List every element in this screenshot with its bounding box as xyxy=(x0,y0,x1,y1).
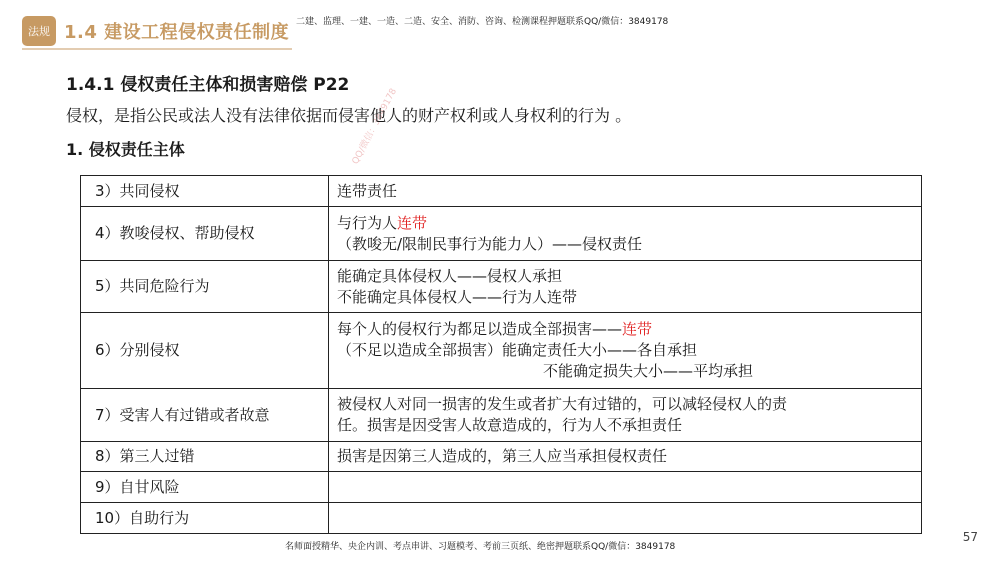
row-content xyxy=(329,389,922,442)
content-text: 不能确定损失大小——平均承担 xyxy=(543,362,754,380)
row-label: 9）自甘风险 xyxy=(81,472,329,503)
content-text: 能确定具体侵权人——侵权人承担 xyxy=(337,266,563,285)
row-content xyxy=(329,313,922,389)
content-text: 任。损害是因受害人故意造成的，行为人不承担责任 xyxy=(337,416,683,434)
header-divider xyxy=(22,48,292,50)
content-text: 与行为人 xyxy=(337,213,398,232)
emphasis-text: 连带 xyxy=(622,320,653,338)
table-row xyxy=(81,176,922,207)
slide-title: 1.4 建设工程侵权责任制度 xyxy=(64,22,290,43)
row-label: 8）第三人过错 xyxy=(81,442,329,472)
table-row xyxy=(81,261,922,313)
row-label: 4）教唆侵权、帮助侵权 xyxy=(81,207,329,261)
row-content xyxy=(329,503,922,534)
row-content: 损害是因第三人造成的，第三人应当承担侵权责任 xyxy=(329,442,922,472)
row-label: 5）共同危险行为 xyxy=(81,261,329,313)
subsection-title: 1. 侵权责任主体 xyxy=(66,140,185,159)
liability-table xyxy=(80,175,922,534)
row-content: 连带责任 xyxy=(329,176,922,207)
row-label: 10）自助行为 xyxy=(81,503,329,534)
content-text: 被侵权人对同一损害的发生或者扩大有过错的，可以减轻侵权人的责 xyxy=(337,395,788,413)
table-row xyxy=(81,207,922,261)
watermark-text: QQ/微信：3849178 xyxy=(350,86,400,167)
table-row xyxy=(81,313,922,389)
row-label: 6）分别侵权 xyxy=(81,313,329,389)
bottom-promo-note: 名师面授精华、央企内训、考点串讲、习题模考、考前三页纸、绝密押题联系QQ/微信：3849178 xyxy=(285,542,676,552)
table-row xyxy=(81,503,922,534)
slide-header xyxy=(22,14,289,48)
row-content xyxy=(329,261,922,313)
page-number: 57 xyxy=(962,530,978,544)
category-badge: 法规 xyxy=(22,16,56,46)
row-label: 7）受害人有过错或者故意 xyxy=(81,389,329,442)
content-text: 不能确定具体侵权人——行为人连带 xyxy=(337,287,578,306)
emphasis-text: 连带 xyxy=(397,213,428,232)
content-text: 每个人的侵权行为都足以造成全部损害—— xyxy=(337,320,623,338)
row-content xyxy=(329,472,922,503)
table-row xyxy=(81,442,922,472)
content-text: （教唆无/限制民事行为能力人）——侵权责任 xyxy=(337,234,643,253)
content-text: （不足以造成全部损害）能确定责任大小——各自承担 xyxy=(337,341,698,359)
top-promo-note: 二建、监理、一建、一造、二造、安全、消防、咨询、检测课程押题联系QQ/微信：3849178 xyxy=(296,17,669,27)
table-row xyxy=(81,389,922,442)
table-row xyxy=(81,472,922,503)
row-label: 3）共同侵权 xyxy=(81,176,329,207)
section-title: 1.4.1 侵权责任主体和损害赔偿 P22 xyxy=(66,75,350,95)
row-content xyxy=(329,207,922,261)
intro-text: 侵权，是指公民或法人没有法律依据而侵害他人的财产权利或人身权利的行为 。 xyxy=(66,106,632,125)
